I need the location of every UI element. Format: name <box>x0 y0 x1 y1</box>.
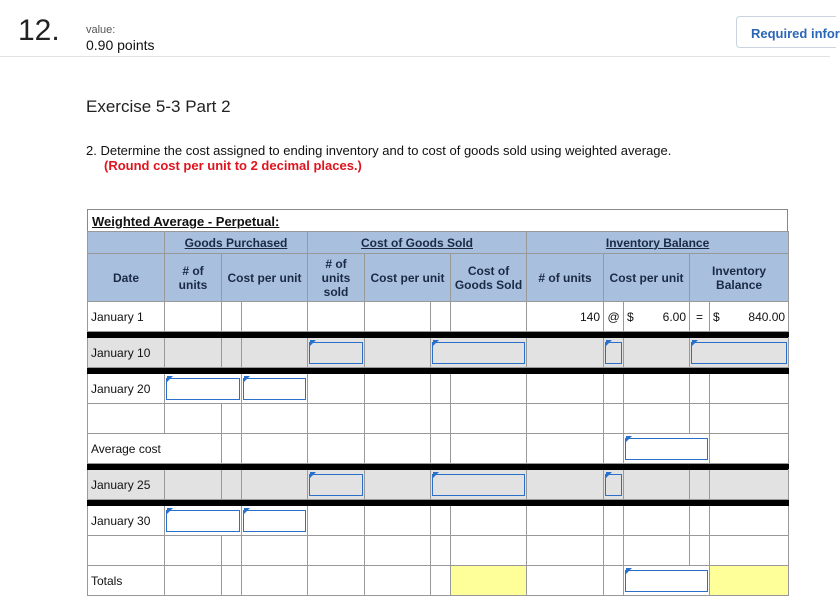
cell <box>451 434 527 464</box>
row-label: Average cost <box>88 434 222 464</box>
group-header-row <box>88 232 789 254</box>
cell <box>710 506 789 536</box>
header-ib-balance: Inventory Balance <box>690 254 789 302</box>
jan10-units-sold-input[interactable] <box>309 342 363 364</box>
cell <box>222 404 242 434</box>
jan30-units-input[interactable] <box>166 510 240 532</box>
cell <box>527 536 604 566</box>
header-ib-cost: Cost per unit <box>604 254 690 302</box>
cell <box>165 404 222 434</box>
jan10-cost-per-unit-input[interactable] <box>432 342 525 364</box>
cell <box>710 404 789 434</box>
cell <box>242 434 308 464</box>
balance-total-value: 840.00 <box>748 309 786 324</box>
balance-cost <box>624 302 690 332</box>
cell <box>242 338 308 368</box>
cell <box>624 374 690 404</box>
cell <box>527 404 604 434</box>
cell <box>624 404 690 434</box>
jan20-cost-cell <box>242 374 308 404</box>
cell <box>308 404 365 434</box>
cell <box>365 302 431 332</box>
cell <box>690 470 710 500</box>
cell <box>222 566 242 596</box>
total-inventory-balance <box>710 566 789 596</box>
cell <box>604 506 624 536</box>
question-number: 12. <box>18 14 60 47</box>
cell <box>451 374 527 404</box>
cell <box>308 566 365 596</box>
required-info-button[interactable]: Required infor <box>736 16 836 48</box>
jan20-units-input[interactable] <box>166 378 240 400</box>
value-label: value: <box>86 24 116 36</box>
cell <box>365 470 431 500</box>
rounding-note: (Round cost per unit to 2 decimal places.) <box>104 158 362 173</box>
header-date: Date <box>88 254 165 302</box>
cell <box>308 302 365 332</box>
cell <box>242 302 308 332</box>
totals-cost-cell <box>624 566 710 596</box>
cell <box>604 566 624 596</box>
row-label: January 10 <box>88 338 165 368</box>
cell <box>308 506 365 536</box>
equals-sign: = <box>690 302 710 332</box>
cell <box>624 338 690 368</box>
cell <box>527 434 604 464</box>
cell <box>431 374 451 404</box>
inventory-worksheet <box>87 209 788 596</box>
row-totals <box>88 566 789 596</box>
cell <box>710 434 789 464</box>
average-cost-input[interactable] <box>625 438 708 460</box>
cell <box>624 536 690 566</box>
cell <box>451 536 527 566</box>
jan10-balance-cost-cell <box>690 338 789 368</box>
group-blank <box>88 232 165 254</box>
row-jan25 <box>88 470 789 500</box>
value-points: 0.90 points <box>86 37 155 53</box>
group-goods-purchased: Goods Purchased <box>165 232 308 254</box>
cell <box>710 536 789 566</box>
cell <box>431 506 451 536</box>
cell <box>88 404 165 434</box>
at-sign: @ <box>604 302 624 332</box>
cell <box>365 374 431 404</box>
cell <box>242 536 308 566</box>
header-cs-units: # of units sold <box>308 254 365 302</box>
instruction-text: 2. Determine the cost assigned to ending inventory and to cost of goods sold using weighted average. <box>86 143 672 158</box>
cell <box>690 536 710 566</box>
cell <box>308 374 365 404</box>
cell <box>165 566 222 596</box>
jan30-cost-cell <box>242 506 308 536</box>
group-cost-of-goods-sold: Cost of Goods Sold <box>308 232 527 254</box>
cell <box>365 434 431 464</box>
jan10-balance-units-cell <box>604 338 624 368</box>
jan25-units-sold-cell <box>308 470 365 500</box>
cell <box>308 536 365 566</box>
cell <box>527 338 604 368</box>
jan10-cost-per-unit-cell <box>431 338 527 368</box>
row-jan10 <box>88 338 789 368</box>
total-cost-of-goods-sold <box>451 566 527 596</box>
cell <box>710 470 789 500</box>
cell <box>222 302 242 332</box>
header-gp-cost: Cost per unit <box>222 254 308 302</box>
cell <box>527 566 604 596</box>
cell <box>165 536 222 566</box>
cell <box>222 434 242 464</box>
worksheet-table <box>87 231 789 596</box>
jan20-cost-input[interactable] <box>243 378 306 400</box>
jan25-cost-per-unit-cell <box>431 470 527 500</box>
jan30-units-cell <box>165 506 242 536</box>
row-label: January 20 <box>88 374 165 404</box>
cell <box>690 404 710 434</box>
cell <box>222 470 242 500</box>
cell <box>242 470 308 500</box>
cell <box>242 566 308 596</box>
jan10-balance-cost-input[interactable] <box>691 342 787 364</box>
cell <box>365 536 431 566</box>
row-jan20 <box>88 374 789 404</box>
cell <box>242 404 308 434</box>
jan25-balance-units-cell <box>604 470 624 500</box>
cell <box>165 470 222 500</box>
cell <box>710 374 789 404</box>
cell <box>431 302 451 332</box>
row-jan1 <box>88 302 789 332</box>
cell <box>604 536 624 566</box>
header-cs-cost: Cost per unit <box>365 254 451 302</box>
row-label: January 30 <box>88 506 165 536</box>
cell <box>604 434 624 464</box>
balance-cost-value: 6.00 <box>662 309 687 324</box>
cell <box>624 506 690 536</box>
cell <box>604 374 624 404</box>
header-divider <box>0 56 830 57</box>
dollar-sign: $ <box>627 309 634 324</box>
jan10-balance-units-input[interactable] <box>605 342 622 364</box>
row-spacer <box>88 404 789 434</box>
cell <box>308 434 365 464</box>
row-label: January 25 <box>88 470 165 500</box>
cell <box>527 374 604 404</box>
cell <box>165 338 222 368</box>
cell <box>365 506 431 536</box>
cell <box>690 374 710 404</box>
jan10-units-sold-cell <box>308 338 365 368</box>
row-average-cost <box>88 434 789 464</box>
cell <box>451 506 527 536</box>
jan25-balance-units-input[interactable] <box>605 474 622 496</box>
cell <box>451 404 527 434</box>
worksheet-title: Weighted Average - Perpetual: <box>87 209 788 231</box>
cell <box>431 434 451 464</box>
header-ib-units: # of units <box>527 254 604 302</box>
cell <box>624 470 690 500</box>
header-cs-total: Cost of Goods Sold <box>451 254 527 302</box>
jan30-cost-input[interactable] <box>243 510 306 532</box>
cell <box>431 566 451 596</box>
exercise-title: Exercise 5-3 Part 2 <box>86 97 231 116</box>
row-spacer <box>88 536 789 566</box>
row-jan30 <box>88 506 789 536</box>
jan20-units-cell <box>165 374 242 404</box>
jan25-cost-per-unit-input[interactable] <box>432 474 525 496</box>
cell <box>527 470 604 500</box>
row-label: Totals <box>88 566 165 596</box>
column-header-row <box>88 254 789 302</box>
header-gp-units: # of units <box>165 254 222 302</box>
cell <box>165 302 222 332</box>
cell <box>365 566 431 596</box>
cell <box>365 338 431 368</box>
cell <box>88 536 165 566</box>
average-cost-cell <box>624 434 710 464</box>
cell <box>604 404 624 434</box>
cell <box>222 536 242 566</box>
cell <box>431 404 451 434</box>
cell <box>690 506 710 536</box>
cell <box>365 404 431 434</box>
balance-units: 140 <box>527 302 604 332</box>
group-inventory-balance: Inventory Balance <box>527 232 789 254</box>
cell <box>451 302 527 332</box>
balance-total <box>710 302 789 332</box>
cell <box>431 536 451 566</box>
jan25-units-sold-input[interactable] <box>309 474 363 496</box>
cell <box>527 506 604 536</box>
dollar-sign: $ <box>713 309 720 324</box>
totals-cost-input[interactable] <box>625 570 708 592</box>
row-label: January 1 <box>88 302 165 332</box>
cell <box>222 338 242 368</box>
